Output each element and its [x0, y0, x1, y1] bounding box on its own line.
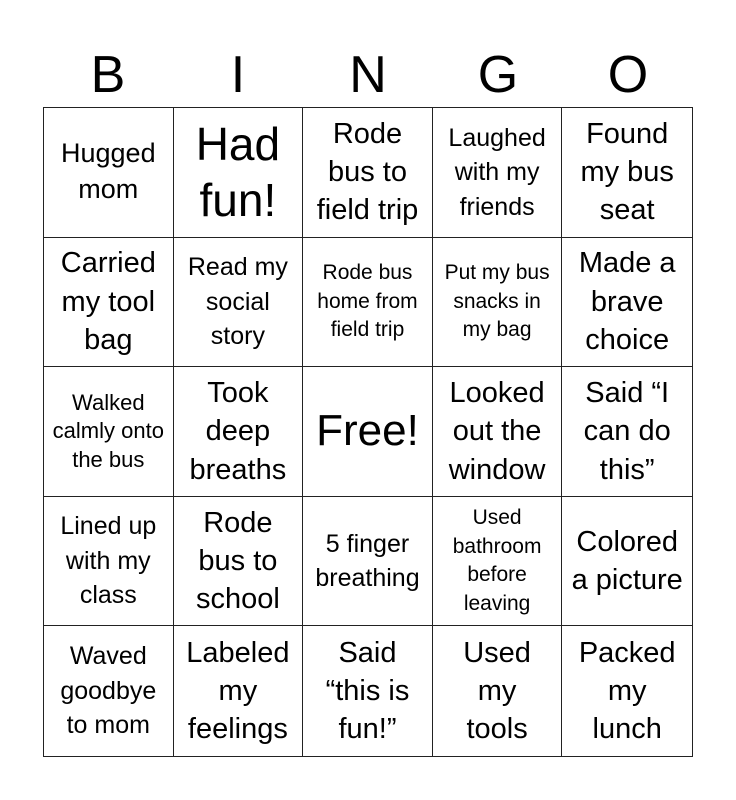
bingo-board [43, 107, 693, 757]
cell-text: Put my bus snacks in my bag [444, 261, 550, 342]
cell-text: Carried my tool bag [60, 247, 156, 357]
bingo-cell-r2c5[interactable] [562, 238, 692, 368]
cell-text: Colored a picture [571, 525, 683, 597]
cell-text: Waved goodbye to mom [60, 642, 157, 740]
bingo-cell-r3c4[interactable] [433, 367, 563, 497]
bingo-cell-r2c1[interactable] [44, 238, 174, 368]
cell-text: Said “I can do this” [583, 377, 671, 486]
cell-text: Packed my lunch [578, 636, 676, 746]
cell-text: Had fun! [195, 118, 281, 227]
bingo-cell-r2c2[interactable] [174, 238, 304, 368]
header-letter-i: I [230, 46, 246, 104]
cell-text: Made a brave choice [578, 247, 676, 357]
cell-text: Rode bus home from field trip [317, 261, 418, 342]
bingo-cell-r3c1[interactable] [44, 367, 174, 497]
bingo-cell-r4c5[interactable] [562, 497, 692, 627]
cell-text: Used bathroom before leaving [452, 506, 542, 615]
bingo-cell-r1c3[interactable] [303, 108, 433, 238]
bingo-header [43, 40, 693, 108]
bingo-cell-r3c2[interactable] [174, 367, 304, 497]
bingo-cell-r4c1[interactable] [44, 497, 174, 627]
cell-text: Read my social story [187, 253, 288, 351]
cell-text: Laughed with my friends [448, 123, 546, 221]
header-letter-o: O [607, 46, 649, 104]
bingo-cell-r3c5[interactable] [562, 367, 692, 497]
cell-text: Looked out the window [448, 377, 546, 486]
bingo-cell-r5c4[interactable] [433, 626, 563, 756]
cell-text: Walked calmly onto the bus [52, 389, 164, 472]
free-space-cell[interactable] [303, 367, 433, 497]
cell-text: Rode bus to school [195, 506, 280, 616]
cell-text: Took deep breaths [189, 377, 287, 486]
cell-text: Used my tools [463, 636, 531, 746]
bingo-cell-r5c5[interactable] [562, 626, 692, 756]
cell-text: Labeled my feelings [186, 636, 290, 746]
cell-text: Found my bus seat [580, 117, 674, 227]
header-letter-n: N [349, 46, 387, 104]
bingo-cell-r1c2[interactable] [174, 108, 304, 238]
cell-text: Hugged mom [61, 138, 156, 205]
bingo-cell-r1c4[interactable] [433, 108, 563, 238]
bingo-cell-r5c3[interactable] [303, 626, 433, 756]
cell-text: Free! [316, 406, 419, 456]
bingo-cell-r2c3[interactable] [303, 238, 433, 368]
cell-text: Said “this is fun!” [325, 636, 410, 746]
bingo-cell-r4c2[interactable] [174, 497, 304, 627]
bingo-cell-r5c1[interactable] [44, 626, 174, 756]
bingo-cell-r1c5[interactable] [562, 108, 692, 238]
header-letter-b: B [90, 46, 126, 104]
cell-text: Rode bus to field trip [316, 117, 419, 227]
cell-text: Lined up with my class [60, 512, 157, 610]
bingo-cell-r4c4[interactable] [433, 497, 563, 627]
cell-text: 5 finger breathing [315, 529, 420, 593]
header-letter-g: G [477, 46, 519, 104]
bingo-cell-r1c1[interactable] [44, 108, 174, 238]
bingo-cell-r5c2[interactable] [174, 626, 304, 756]
bingo-cell-r4c3[interactable] [303, 497, 433, 627]
bingo-cell-r2c4[interactable] [433, 238, 563, 368]
